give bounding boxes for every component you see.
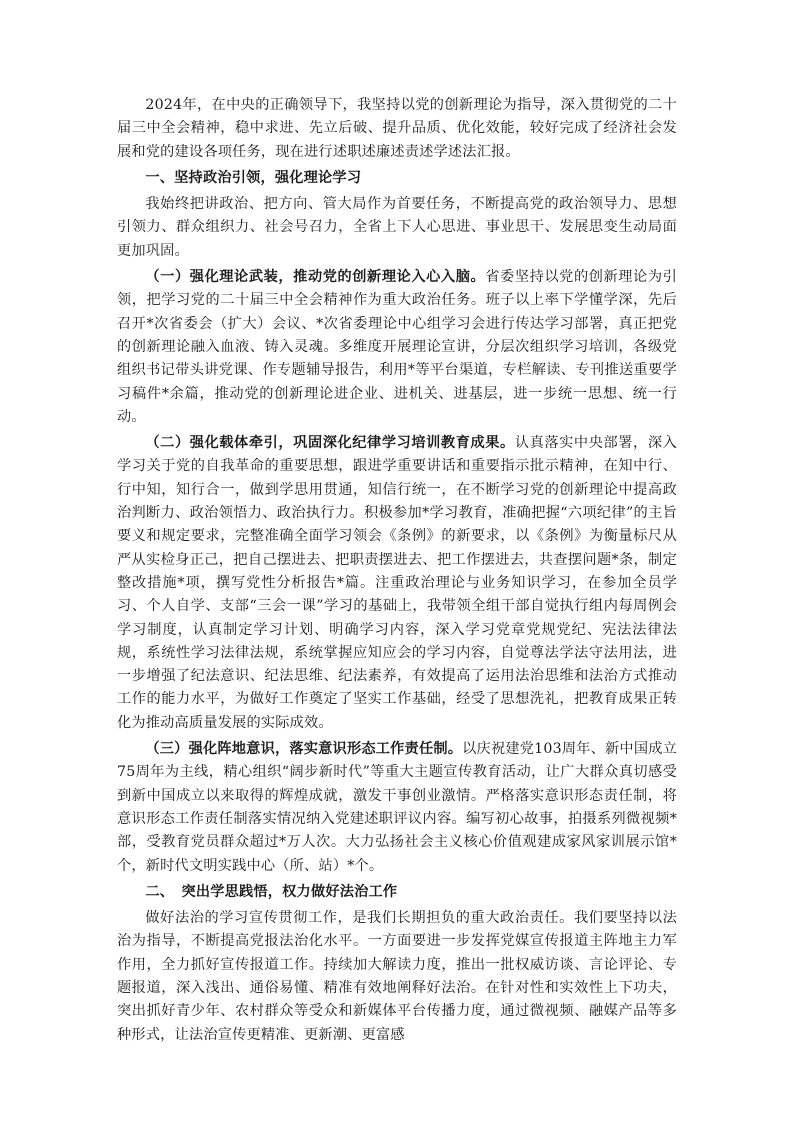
item-3-body: 以庆祝建党103周年、新中国成立75周年为主线，精心组织“阔步新时代”等重大主题宣传教育活动，让广大群众真切感受到新中国成立以来取得的辉煌成就，激发干事创业激情。严格落实意识形态责任制，将意识形态工作责任制落实情况纳入党建述职评议内容。编写初心故事，拍摄系列微视频*部，受教育党员群众超过*万人次。大力弘扬社会主义核心价值观建成家风家训展示馆*个，新时代文明实践中心（所、站）*个。 — [117, 741, 678, 874]
item-1-body: 省委坚持以党的创新理论为引领，把学习党的二十届三中全会精神作为重大政治任务。班子以上率下学懂学深，先后召开*次省委会（扩大）会议、*次省委理论中心组学习会进行传达学习部署，真正把党的创新理论融入血液、铸入灵魂。多维度开展理论宣讲，分层次组织学习培训，各级党组织书记带头讲党课、作专题辅导报告，利用*等平台渠道，专栏解读、专刊推送重要学习稿件*余篇，推动党的创新理论进企业、进机关、进基层，进一步统一思想、统一行动。 — [117, 269, 677, 425]
document-page — [117, 94, 677, 1047]
intro-paragraph: 2024年，在中央的正确领导下，我坚持以党的创新理论为指导，深入贯彻党的二十届三中全会精神，稳中求进、先立后破、提升品质、优化效能，较好完成了经济社会发展和党的建设各项任务，现在进行述职述廉述责述学述法汇报。 — [117, 97, 677, 160]
section-1-item-3 — [117, 738, 677, 878]
item-2-title: （二）强化载体牵引，巩固深化纪律学习培训教育成果。 — [145, 435, 515, 452]
section-2-title: 二、 突出学思践悟，权力做好法治工作 — [145, 883, 398, 900]
section-1-item-2 — [117, 432, 677, 735]
section-1-title: 一、坚持政治引领，强化理论学习 — [145, 169, 362, 186]
item-1-title: （一）强化理论武装，推动党的创新理论入心入脑。 — [145, 269, 486, 286]
item-3-title: （三）强化阵地意识，落实意识形态工作责任制。 — [145, 741, 463, 758]
section-1-lead: 我始终把讲政治、把方向、管大局作为首要任务，不断提高党的政治领导力、思想引领力、群众组织力、社会号召力，全省上下人心思进、事业思干、发展思变生动局面更加巩固。 — [117, 196, 677, 259]
item-2-body: 认真落实中央部署，深入学习关于党的自我革命的重要思想，跟进学重要讲话和重要指示批示精神，在知中行、行中知，知行合一，做到学思用贯通，知信行统一，在不断学习党的创新理论中提高政治判断力、政治领悟力、政治执行力。积极参加*学习教育，准确把握“六项纪律”的主旨要义和规定要求，完整准确全面学习领会《条例》的新要求，以《条例》为衡量标尺从严从实检身正己，把自己摆进去、把职责摆进去、把工作摆进去，共查摆问题*条，制定整改措施*项，撰写党性分析报告*篇。注重政治理论与业务知识学习，在参加全员学习、个人自学、支部“三会一课”学习的基础上，我带领全组干部自觉执行组内每周例会学习制度，认真制定学习计划、明确学习内容，深入学习党章党规党纪、宪法法律法规，系统性学习法律法规，系统掌握应知应会的学习内容，自觉尊法学法守法用法，进一步增强了纪法意识、纪法思维、纪法素养，有效提高了运用法治思维和法治方式推动工作的能力水平，为做好工作奠定了坚实工作基础，经受了思想洗礼，把教育成果正转化为推动高质量发展的实际成效。 — [117, 435, 677, 731]
section-2-body: 做好法治的学习宣传贯彻工作，是我们长期担负的重大政治责任。我们要坚持以法治为指导，不断提高党报法治化水平。一方面要进一步发挥党媒宣传报道主阵地主力军作用，全力抓好宣传报道工作。持续加大解读力度，推出一批权威访谈、言论评论、专题报道，深入浅出、通俗易懂、精准有效地阐释好法治。在针对性和实效性上下功夫，突出抓好青少年、农村群众等受众和新媒体平台传播力度，通过微视频、融媒产品等多种形式，让法治宣传更精准、更新潮、更富感 — [117, 910, 677, 1043]
section-1-item-1 — [117, 266, 677, 429]
